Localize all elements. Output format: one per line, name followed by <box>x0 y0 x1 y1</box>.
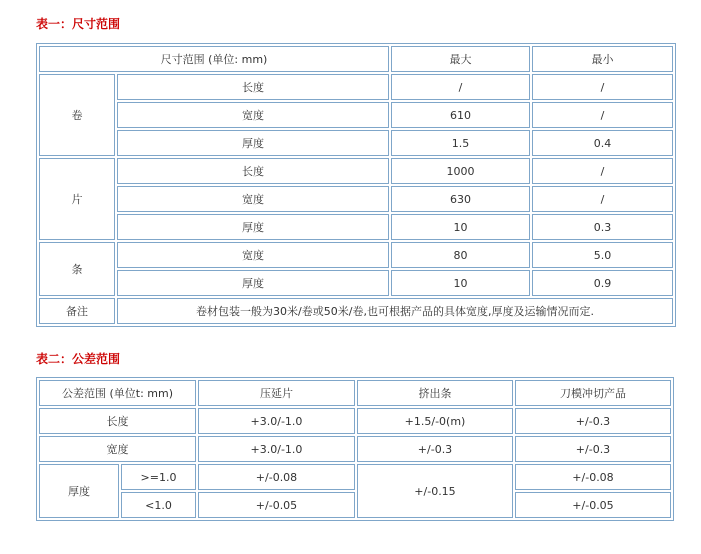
dim-cell: 长度 <box>117 158 389 184</box>
dim-cell: 宽度 <box>117 186 389 212</box>
group-label-strip: 条 <box>39 242 115 296</box>
table1-title: 表一：尺寸范围 <box>36 17 121 31</box>
condition-cell: <1.0 <box>121 492 196 518</box>
table-row <box>39 408 671 434</box>
thickness-label: 厚度 <box>39 464 119 518</box>
table-row <box>39 214 673 240</box>
table1-header-row <box>39 46 673 72</box>
extruded-cell: +/-0.3 <box>357 436 513 462</box>
table2-header-row <box>39 380 671 406</box>
die-cut-cell: +/-0.3 <box>515 436 671 462</box>
min-cell: / <box>532 74 673 100</box>
group-label-roll: 卷 <box>39 74 115 156</box>
table-row <box>39 130 673 156</box>
min-cell: 0.9 <box>532 270 673 296</box>
min-cell: 0.4 <box>532 130 673 156</box>
table-row <box>39 158 673 184</box>
table-row <box>39 102 673 128</box>
max-cell: 630 <box>391 186 530 212</box>
max-cell: 610 <box>391 102 530 128</box>
min-cell: / <box>532 158 673 184</box>
rolled-cell: +3.0/-1.0 <box>198 436 355 462</box>
size-range-table <box>36 43 676 327</box>
dim-cell: 宽度 <box>117 102 389 128</box>
max-cell: 1000 <box>391 158 530 184</box>
dim-cell: 厚度 <box>117 270 389 296</box>
header-die-cut: 刀模冲切产品 <box>515 380 671 406</box>
length-label: 长度 <box>39 408 196 434</box>
table-row <box>39 436 671 462</box>
max-cell: / <box>391 74 530 100</box>
note-text: 卷材包装一般为30米/卷或50米/卷,也可根据产品的具体宽度,厚度及运输情况而定. <box>117 298 673 324</box>
rolled-cell: +3.0/-1.0 <box>198 408 355 434</box>
max-cell: 10 <box>391 214 530 240</box>
condition-cell: >=1.0 <box>121 464 196 490</box>
note-row <box>39 298 673 324</box>
table-row <box>39 464 671 490</box>
header-tolerance-range: 公差范围 (单位t: mm) <box>39 380 196 406</box>
max-cell: 80 <box>391 242 530 268</box>
min-cell: / <box>532 102 673 128</box>
dim-cell: 厚度 <box>117 130 389 156</box>
note-label: 备注 <box>39 298 115 324</box>
max-cell: 1.5 <box>391 130 530 156</box>
group-label-sheet: 片 <box>39 158 115 240</box>
header-extruded-strip: 挤出条 <box>357 380 513 406</box>
width-label: 宽度 <box>39 436 196 462</box>
max-cell: 10 <box>391 270 530 296</box>
dim-cell: 厚度 <box>117 214 389 240</box>
table-row <box>39 270 673 296</box>
dim-cell: 长度 <box>117 74 389 100</box>
rolled-cell: +/-0.08 <box>198 464 355 490</box>
table-row <box>39 492 671 518</box>
header-size-range: 尺寸范围 (单位: mm) <box>39 46 389 72</box>
dim-cell: 宽度 <box>117 242 389 268</box>
header-rolled-sheet: 压延片 <box>198 380 355 406</box>
min-cell: 0.3 <box>532 214 673 240</box>
tolerance-table <box>36 377 674 521</box>
header-max: 最大 <box>391 46 530 72</box>
die-cut-cell: +/-0.05 <box>515 492 671 518</box>
table-row <box>39 186 673 212</box>
header-min: 最小 <box>532 46 673 72</box>
extruded-cell: +1.5/-0(m) <box>357 408 513 434</box>
min-cell: 5.0 <box>532 242 673 268</box>
die-cut-cell: +/-0.3 <box>515 408 671 434</box>
table2-title: 表二：公差范围 <box>36 352 121 366</box>
rolled-cell: +/-0.05 <box>198 492 355 518</box>
min-cell: / <box>532 186 673 212</box>
die-cut-cell: +/-0.08 <box>515 464 671 490</box>
table-row <box>39 242 673 268</box>
table-row <box>39 74 673 100</box>
extruded-thickness-cell: +/-0.15 <box>357 464 513 518</box>
